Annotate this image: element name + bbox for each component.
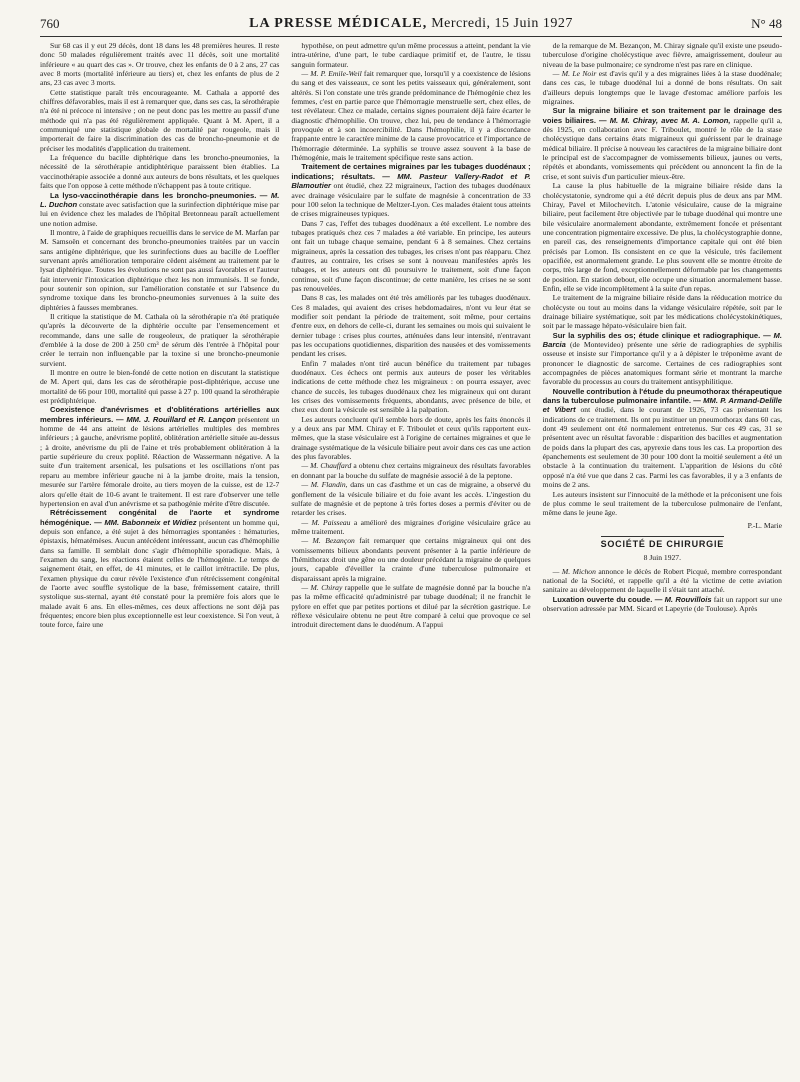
- discussion-paragraph: [291, 518, 530, 537]
- discussion-paragraph: [543, 567, 782, 595]
- report-body: ont étudié, dans le courant de 1926, 73 cas présentant les indications de ce traitement. Ils ont pu instituer un pneumothorax dans 60 cas, dont 49 seulement ont été normalement entretenus. Sur ces 49 cas, 31 se présentent avec un résultat favorable : disparition des bacilles et augmentation de poids dans la plupart des cas, apyrexie dans tous les cas. La proportion des épanchements est seulement de 30 pour 100 dont la moitié seulement a été un obstacle à la continuation du traitement. L'apparition de lésions du côté opposé n'a été vue que dans 2 cas. Parmi les cas favorables, il y a 3 enfants de moins de 2 ans.: [542, 405, 782, 490]
- speaker-name: — M. Chauffard: [301, 461, 352, 471]
- society-section-header: [543, 536, 782, 563]
- author-names: MM. Babonneix et Widiez: [104, 517, 197, 527]
- report-title: Sur la migraine biliaire et son traitement par le drainage des voies biliaires. —: [542, 106, 782, 125]
- running-header: [40, 14, 782, 37]
- report-body: constate avec satisfaction que la surinfection diphtérique mise par lui en évidence chez les malades de l'hôpital Bretonneau paraît actuellement une notion admise.: [40, 199, 280, 228]
- paragraph: Les auteurs insistent sur l'innocuité de la méthode et la préconisent une fois de plus comme le seul traitement de la tuberculose pulmonaire de l'enfant, même dans le jeune âge.: [542, 489, 782, 518]
- journal-name: LA PRESSE MÉDICALE,: [249, 16, 428, 31]
- report-paragraph: [291, 162, 530, 218]
- page-number: 760: [40, 16, 60, 31]
- report-body: fait un rapport sur une observation adressée par MM. Sicard et Lapeyrie (de Toulouse). Après: [542, 594, 782, 613]
- report-title: Sur la syphilis des os; étude clinique et radiographique. —: [552, 330, 774, 340]
- discussion-body: a obtenu chez certains migraineux des résultats favorables en donnant par la bouche du sulfate de magnésie associé à de la peptone.: [291, 461, 531, 480]
- paragraph: hypothèse, on peut admettre qu'un même processus a atteint, pendant la vie intra-utérine, d'une part, le tube cardiaque primitif et, de l'autre, le tissu sanguin formateur.: [291, 41, 531, 69]
- issue-number: N° 48: [751, 16, 782, 31]
- discussion-body: rappelle que le sulfate de magnésie donné par la bouche n'a pas la même efficacité qu'administré par tubage duodénal; il ne franchit le pylore en effet que par petites portions et dilué par la sécrétion gastrique. Le réflexe vésiculaire obtenu ne peut être comparé à celui que provoque ce sel introduit directement dans le duodénum. A l'appui: [291, 582, 531, 630]
- paragraph: de la remarque de M. Bezançon, M. Chiray signale qu'il existe une pseudo-tuberculose d'origine cholécystique avec fièvre, amaigrissement, douleur au niveau de la base pulmonaire; ce syndrome n'est pas rare en clinique.: [542, 41, 782, 69]
- report-body: rappelle qu'il a, dès 1925, en collaboration avec F. Triboulet, montré le rôle de la stase cholécystique dans certains états migraineux qui guérissent par le drainage médical biliaire. Il précise à nouveau les caractères de la migraine biliaire dont le principal est de s'accompagner de vomissements bilieux, jaunes ou verts, répétés et abondants, vomissements qui précèdent ou annoncent la fin de la crise, et sont suivis d'un particulier mieux-être.: [542, 115, 782, 181]
- discussion-paragraph: [291, 583, 530, 630]
- report-paragraph: [543, 387, 782, 490]
- report-body: (de Montevideo) présente une série de radiographies de syphilis osseuse et insiste sur l'importance qu'il y a à dépister le tréponème avant de prononcer le diagnostic de sarcome. Certaines de ces radiographies sont accompagnées de pièces anatomiques formant série et montrant la marche favorable du processus au cours du traitement antisyphilitique.: [542, 340, 782, 387]
- report-title: Coexistence d'anévrismes et d'oblitérations artérielles aux membres inférieurs. —: [40, 405, 280, 424]
- report-paragraph: [543, 106, 782, 181]
- paragraph: Dans 7 cas, l'effet des tubages duodénaux a été excellent. Le nombre des tubages pratiqués chez ces 7 malades a été variable. En principe, les auteurs ont fait un tubage chaque semaine, pendant 6 à 8 semaines. Chez certains migraineux, après la cessation des tubages, les crises n'ont pas réapparu. Chez d'autres, au contraire, les crises se sont à nouveau manifestées après les tubages, et les auteurs ont dû poursuivre le traitement, soit d'une façon continue, soit d'une façon discontinue; de cette manière, les crises ne se sont pas renouvelées.: [291, 218, 531, 293]
- speaker-name: — M. Flandin,: [301, 480, 348, 490]
- paragraph: Sur 68 cas il y eut 29 décès, dont 18 dans les 48 premières heures. Il reste donc 50 malades régulièrement traités avec 11 décès, soit une mortalité inférieure « au quart des cas ». Or trouve, chez les enfants de 0 à 2 ans, 27 cas avec 8 morts (mortalité inférieure au tiers) et, chez les enfants de plus de 2 ans, 23 cas avec 3 morts.: [40, 41, 280, 88]
- discussion-body: fait remarquer que certains migraineux qui ont des vomissements bilieux abondants peuvent présenter à la partie inférieure de l'hémithorax droit une gêne ou une douleur précédant la migraine de quelques jours, capable d'éveiller la crainte d'une tuberculose pulmonaire et disparaissant après la migraine.: [291, 536, 531, 583]
- report-body: présentent un homme de 44 ans atteint de lésions artérielles multiples des membres inférieurs ; à gauche, anévrisme poplité, oblitération artérielle située au-dessus ; à droite, anévrisme du pli de l'aine et très probablement oblitération à la partie supérieure du creux poplité. Réaction de Wassermann négative. A la suite d'un traitement arsenical, les pulsations et les oscillations n'ont pas reparu au membre inférieur gauche ni à la jambe droite, mais la tension, mesurée sur l'artère fémorale droite, au tiers moyen de la cuisse, est de 12-7 alors qu'elle était de 10-6 avant le traitement. Il est rare d'observer une telle hypertension en aval d'un anévrisme et sa pathogénie mérite d'être discutée.: [40, 414, 280, 508]
- discussion-paragraph: [543, 69, 782, 106]
- author-signature: P.-L. Marie: [747, 520, 782, 530]
- report-title: Nouvelle contribution à l'étude du pneumothorax thérapeutique dans la tuberculose pulmonaire infantile. —: [542, 386, 782, 406]
- author-names: MM. Pasteur Vallery-Radot et P. Blamoutier: [291, 171, 531, 191]
- session-date: 8 Juin 1927.: [643, 553, 681, 563]
- report-paragraph: [40, 191, 279, 228]
- speaker-name: — M. P. Emile-Weil: [301, 69, 362, 79]
- column-middle: [291, 41, 530, 630]
- paragraph: La fréquence du bacille diphtérique dans les broncho-pneumonies, la nécessité de la sérothérapie antidiphtérique paraissent bien établies. La vaccinothérapie associée a donné aux auteurs de bons résultats, et les quelques faits que l'on oppose à cette méthode n'échappent pas à toute critique.: [40, 153, 280, 191]
- paragraph: Le traitement de la migraine biliaire réside dans la rééducation motrice du cholécyste ou tout au moins dans la vidange vésiculaire répétée, soit par le drainage biliaire systématique, soit par les médications cholécystokinétiques, soit par le massage hépato-vésiculaire bien fait.: [542, 293, 782, 331]
- speaker-name: — M. Chiray: [301, 582, 343, 592]
- journal-title: [40, 16, 782, 32]
- discussion-body: a amélioré des migraines d'origine vésiculaire grâce au même traitement.: [291, 517, 531, 536]
- report-heading: [553, 595, 712, 604]
- column-right: [543, 41, 782, 630]
- discussion-paragraph: [291, 69, 530, 162]
- report-title: Rétrécissement congénital de l'aorte et syndrome hémogénique. —: [40, 508, 280, 527]
- discussion-body: dans un cas d'asthme et un cas de migraine, a observé du gonflement de la vésicule biliaire et du foie avant les accès. L'ingestion du sulfate de magnésie et de peptone à très fortes doses a permis d'éviter ou de retarder les crises.: [291, 480, 531, 518]
- paragraph: Cette statistique paraît très encourageante. M. Cathala a apporté des chiffres défavorables, mais il est à remarquer que, dans ses cas, la sérothérapie n'a été ni précoce ni intensive ; on ne peut donc pas les mettre au passif d'une méthode qui n'a pas été régulièrement appliquée. Quant à M. Apert, il a communiqué une statistique globale de mortalité par rougeole, mais il importerait de faire la discrimination des cas de broncho-pneumonie et de préciser les modalités d'application du traitement.: [40, 87, 280, 153]
- author-names: MM. P. Armand-Delille et Vibert: [542, 396, 782, 415]
- discussion-paragraph: [291, 480, 530, 517]
- issue-date: Mercredi, 15 Juin 1927: [427, 16, 573, 31]
- report-paragraph: [40, 508, 279, 629]
- report-title: Luxation ouverte du coude. —: [552, 594, 665, 604]
- report-title: La lyso-vaccinothérapie dans les broncho-pneumonies. —: [50, 190, 271, 200]
- paragraph: La cause la plus habituelle de la migraine biliaire réside dans la cholécystatonie, syndrome qui a été décrit depuis plus de deux ans par MM. Chiray, Pavel et Milochevitch. L'atonie vésiculaire, cause de la migraine biliaire, peut facilement être objectivée par le tubage duodénal qui montre une bile vésiculaire anormalement abondante, extrêmement foncée et présentant une concentration pigmentaire excessive. De plus, la cholécystographie donne, en pareil cas, des renseignements d'importance capitale qui ont été bien précisés par Lomon. Ils consistent en ce que la vésicule, très facilement opacifiée, est anormalement grande. Le plus souvent elle se montre étroite de corps, très large de fond, exceptionnellement déformable par les changements de position. En station debout, elle occupe une situation anormalement basse. Enfin, elle se vide incomplètement à la suite d'un repas.: [542, 181, 782, 293]
- author-names: M. Barcia: [542, 330, 782, 349]
- speaker-name: — M. Paisseau: [301, 517, 351, 527]
- report-title: Traitement de certaines migraines par les tubages duodénaux ; indications; résultats. —: [291, 162, 531, 181]
- discussion-body: est d'avis qu'il y a des migraines liées à la stase duodénale; dans ces cas, le tubage duodénal lui a donné de bons résultats. On sait d'ailleurs depuis longtemps que le lavage d'estomac améliore parfois les migraines.: [542, 69, 782, 107]
- paragraph: Il critique la statistique de M. Cathala où la sérothérapie n'a été pratiquée qu'après la découverte de la diphtérie occulte par l'ensemencement et recommande, dans une salle de rougeoleux, de pratiquer la sérothérapie d'emblée à la dose de 200 à 250 cm³ de sérum dès l'entrée à l'hôpital pour créer le terrain non influençable par la toxine si une broncho-pneumonie survient.: [40, 311, 280, 368]
- paragraph: Il montre en outre le bien-fondé de cette notion en discutant la statistique de M. Apert qui, dans les cas de sérothérapie post-diphtérique, accuse une mortalité de 66 pour 100, mortalité qui passe à 27 p. 100 quand la sérothérapie est prédiphtérique.: [40, 368, 280, 406]
- author-names: MM. J. Rouillard et R. Lançon: [126, 414, 236, 424]
- report-paragraph: [40, 405, 279, 508]
- paragraph: Dans 8 cas, les malades ont été très améliorés par les tubages duodénaux. Ces 8 malades, qui avaient des crises hebdomadaires, n'ont vu leur état se modifier soit pendant la période de traitement, soit même, pour certains d'entre eux, en dehors de celle-ci, durant les semaines ou mois qui suivaient le dernier tubage : crises plus courtes, atténuées dans leur intensité, n'entravant pas les occupations quotidiennes, disparition des nausées et des vomissements pendant les crises.: [291, 293, 531, 359]
- report-paragraph: [543, 595, 782, 614]
- paragraph: Enfin 7 malades n'ont tiré aucun bénéfice du traitement par tubages duodénaux. Ces échecs ont permis aux auteurs de poser les véritables indications de cette méthode chez les migraineux : on pourra essayer, avec chance de succès, les tubages duodénaux chez les migraineux qui ont durant les crises des vomissements fréquents, abondants, avec présence de bile, et chez eux dont la vésicule est sensible à la palpation.: [291, 358, 531, 415]
- speaker-name: — M. Michon: [552, 566, 596, 576]
- author-names: M. L. Duchon: [40, 190, 280, 209]
- author-names: M. M. Chiray, avec M. A. Lomon,: [609, 115, 731, 125]
- column-left: [40, 41, 279, 630]
- paragraph: Les auteurs concluent qu'il semble hors de doute, après les faits énoncés il y a deux ans par MM. Chiray et F. Triboulet et ceux qu'ils rapportent eux-mêmes, que la stase vésiculaire est à l'origine de certaines migraines et que le drainage systématique de la vésicule biliaire peut avoir dans ces cas une action des plus favorables.: [291, 414, 531, 462]
- report-body: présentent un homme qui, depuis son enfance, a été sujet à des hémorragies spontanées : hématuries, épistaxis, hématémèses. Aucun antécédent intéressant, aucun cas d'hémophilie dans sa famille. Il semblait donc s'agir d'hémophilie sporadique. Mais, à l'examen du sang, les réactions étaient celles de l'hémogénie. Le temps de saignement était, en effet, de 41 minutes, et le caillot irrétractile. De plus, l'examen physique du cœur révèle l'existence d'un rétrécissement congénital de l'aorte avec souffle systolique de la base, frémissement cataire, thrill systolique sus-sternal, ayant été constaté pour la première fois alors que le malade avait 6 ans. En elles-mêmes, ces deux affections ne sont déjà pas fréquentes; encore bien plus exceptionnelle est leur coexistence. Si l'on veut, à toute force, faire une: [40, 517, 280, 630]
- discussion-paragraph: [291, 536, 530, 583]
- report-paragraph: [543, 331, 782, 387]
- author-names: M. Rouvillois: [664, 594, 712, 604]
- discussion-body: fait remarquer que, lorsqu'il y a coexistence de lésions du sang et des vaisseaux, ce sont les petits vaisseaux qui, généralement, sont altérés. Si l'on constate une très grande prédominance de l'hémogénie chez les femmes, c'est en partie parce que l'hémorragie menstruelle sert, chez elles, de test révélateur. Chez ce malade, certains signes pourraient déjà faire écarter le diagnostic d'hémophilie. On trouve, chez lui, peu de tendance à l'hémorragie provoquée et à son incoercibilité. Dans l'hémophilie, il y a discordance frappante entre le caractère minime de la cause provocatrice et l'importance de l'hémorragie déterminée. La syphilis se trouve assez souvent à la base de l'hémogénie, mais le traitement spécifique reste sans action.: [291, 69, 531, 163]
- speaker-name: — M. Bezançon: [301, 536, 355, 546]
- paragraph: Il montre, à l'aide de graphiques recueillis dans le service de M. Marfan par M. Samsoën et concernant des broncho-pneumonies traitées par un vaccin sans antigène diphtérique, que les surinfections dues au bacille de Loeffler survenant après amélioration temporaire cèdent aisément au traitement par le lysat diphtérique. Toutes les évolutions ne sont pas aussi favorables et l'auteur fait intervenir l'intoxication diphtérique chez les non immunisés. Il se fonde, pour soutenir son opinion, sur l'amélioration constatée et sur l'absence du syndrome toxique dans les broncho-pneumonies survenues à la suite des diphtéries à fausses membranes.: [40, 227, 280, 312]
- discussion-body: annonce le décès de Robert Picqué, membre correspondant national de la Société, et rappelle qu'il a été la victime de cette aviation sanitaire au développement de laquelle il s'était tant attaché.: [542, 566, 782, 595]
- text-columns: [40, 41, 782, 630]
- society-title: SOCIÉTÉ DE CHIRURGIE: [601, 536, 725, 549]
- discussion-paragraph: [291, 461, 530, 480]
- report-body: ont étudié, chez 22 migraineux, l'action des tubages duodénaux avec drainage vésiculaire par le sulfate de magnésie à concentration de 33 pour 100 selon la technique de Meltzer-Lyon. Ces malades étaient tous atteints de crises migraineuses typiques.: [291, 181, 531, 219]
- speaker-name: — M. Le Noir: [552, 69, 597, 79]
